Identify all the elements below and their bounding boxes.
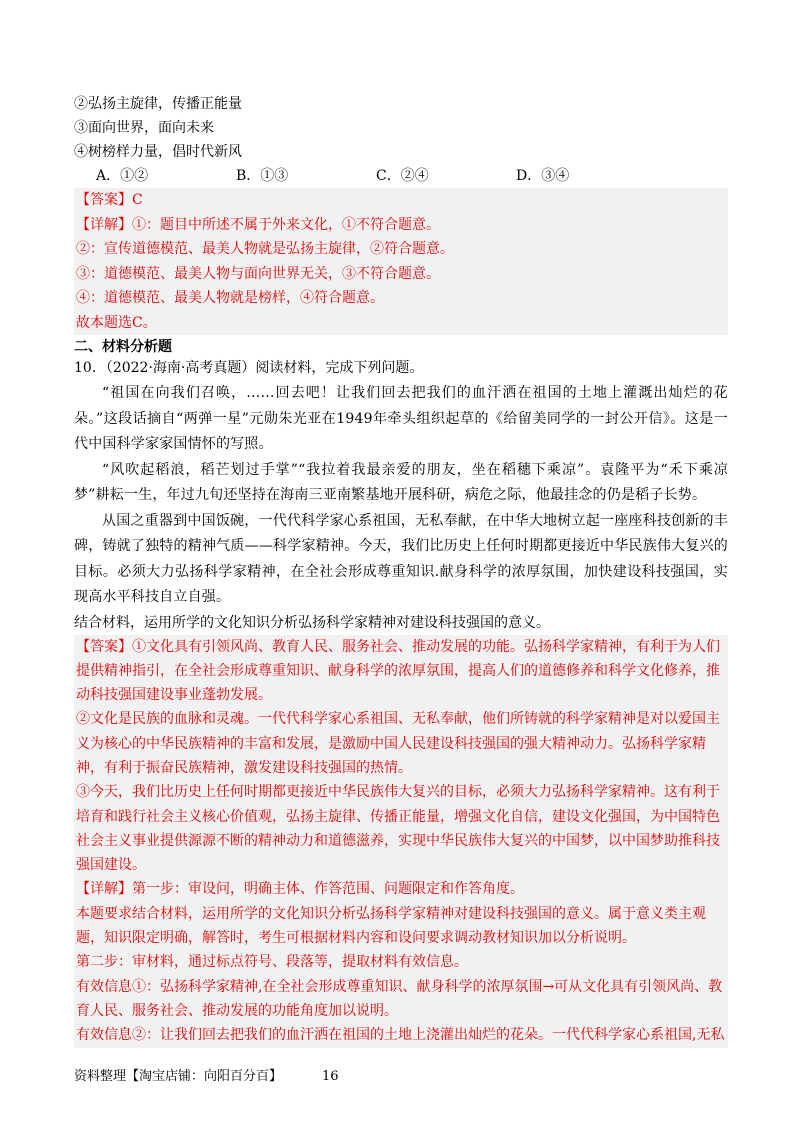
q10-answer-block: [74, 635, 728, 1048]
q9-answer-block: [74, 188, 728, 335]
detail-line: 第一步：审设问，明确主体、作答范围、问题限定和作答角度。: [132, 881, 524, 898]
question-prompt: 结合材料，运用所学的文化知识分析弘扬科学家精神对建设科技强国的意义。: [74, 614, 550, 631]
detail-line: 第二步：审材料，通过标点符号、段落等，提取材料有效信息。: [76, 954, 468, 971]
option-item: ④树榜样力量，倡时代新风: [74, 144, 242, 160]
material-block: [74, 381, 728, 611]
choice-c: C．②④: [376, 168, 429, 184]
detail-tag: 【详解】: [76, 881, 132, 898]
detail-line: 故本题选C。: [76, 314, 157, 331]
footer-source: 资料整理【淘宝店铺：向阳百分百】: [74, 1069, 283, 1084]
answer-choices: [74, 164, 728, 188]
answer-paragraph: ②文化是民族的血脉和灵魂。一代代科学家心系祖国、无私奉献，他们所铸就的科学家精神是对以爱国主义为核心的中华民族精神的丰富和发展，是激励中国人民建设科技强国的强大精神动力。弘扬科学家精神，有利于振奋民族精神，激发建设科技强国的热情。: [76, 711, 720, 776]
material-paragraph: 从国之重器到中国饭碗，一代代科学家心系祖国，无私奉献，在中华大地树立起一座座科技创新的丰碑，铸就了独特的精神气质——科学家精神。今天，我们比历史上任何时期都更接近中华民族伟大复兴的目标。必须大力弘扬科学家精神，在全社会形成尊重知识.献身科学的浓厚氛围，加快建设科技强国，实现高水平科技自立自强。: [74, 512, 728, 605]
page-footer: [74, 1068, 339, 1086]
answer-value: C: [132, 192, 143, 208]
detail-line: ②：宣传道德模范、最美人物就是弘扬主旋律，②符合题意。: [76, 241, 454, 257]
detail-line: 有效信息①：弘扬科学家精神,在全社会形成尊重知识、献身科学的浓厚氛围→可从文化具有引领风尚、教育人民、服务社会、推动发展的功能角度加以说明。: [76, 978, 723, 1019]
option-item: ②弘扬主旋律，传播正能量: [74, 96, 242, 112]
detail-line: ③：道德模范、最美人物与面向世界无关，③不符合题意。: [76, 265, 440, 282]
detail-line: 有效信息②：让我们回去把我们的血汗洒在祖国的土地上浇灌出灿烂的花朵。一代代科学家心系祖国,无私: [76, 1027, 725, 1044]
option-item: ③面向世界，面向未来: [74, 120, 214, 136]
detail-line: ④：道德模范、最美人物就是榜样，④符合题意。: [76, 290, 384, 306]
answer-tag: 【答案】: [76, 638, 132, 655]
option-list: [74, 92, 728, 164]
document-page: [74, 92, 728, 1048]
choice-b: B．①③: [236, 168, 289, 184]
choice-a: A．①②: [96, 168, 149, 184]
page-number: 16: [322, 1069, 339, 1084]
answer-paragraph: ①文化具有引领风尚、教育人民、服务社会、推动发展的功能。弘扬科学家精神，有利于为人们提供精神指引，在全社会形成尊重知识、献身科学的浓厚氛围，提高人们的道德修养和科学文化修养，推动科技强国建设事业蓬勃发展。: [76, 638, 720, 704]
material-paragraph: “祖国在向我们召唤，……回去吧！让我们回去把我们的血汗洒在祖国的土地上灌溉出灿烂的花朵。”这段话摘自“两弹一星”元勋朱光亚在1949年牵头组织起草的《给留美同学的一封公开信》。这是一代中国科学家家国情怀的写照。: [74, 385, 728, 452]
detail-tag: 【详解】: [76, 216, 132, 233]
question-stem: 10．（2022·海南·高考真题）阅读材料，完成下列问题。: [74, 360, 424, 376]
detail-line: ①：题目中所述不属于外来文化，①不符合题意。: [132, 216, 440, 233]
answer-paragraph: ③今天，我们比历史上任何时期都更接近中华民族伟大复兴的目标，必须大力弘扬科学家精神。这有利于培育和践行社会主义核心价值观，弘扬主旋律、传播正能量，增强文化自信，建设文化强国，为中国特色社会主义事业提供源源不断的精神动力和道德滋养，实现中华民族伟大复兴的中国梦，以中国梦助推科技强国建设。: [76, 784, 720, 874]
section-title: 二、材料分析题: [74, 339, 172, 355]
choice-d: D．③④: [516, 168, 570, 184]
material-paragraph: “风吹起稻浪，稻芒划过手掌”“我拉着我最亲爱的朋友，坐在稻穗下乘凉”。袁隆平为“禾下乘凉梦”耕耘一生，年过九旬还坚持在海南三亚南繁基地开展科研，病危之际，他最挂念的仍是稻子长势。: [74, 461, 728, 503]
answer-tag: 【答案】: [76, 192, 132, 208]
detail-line: 本题要求结合材料，运用所学的文化知识分析弘扬科学家精神对建设科技强国的意义。属于意义类主观题，知识限定明确，解答时，考生可根据材料内容和设问要求调动教材知识加以分析说明。: [76, 905, 706, 947]
